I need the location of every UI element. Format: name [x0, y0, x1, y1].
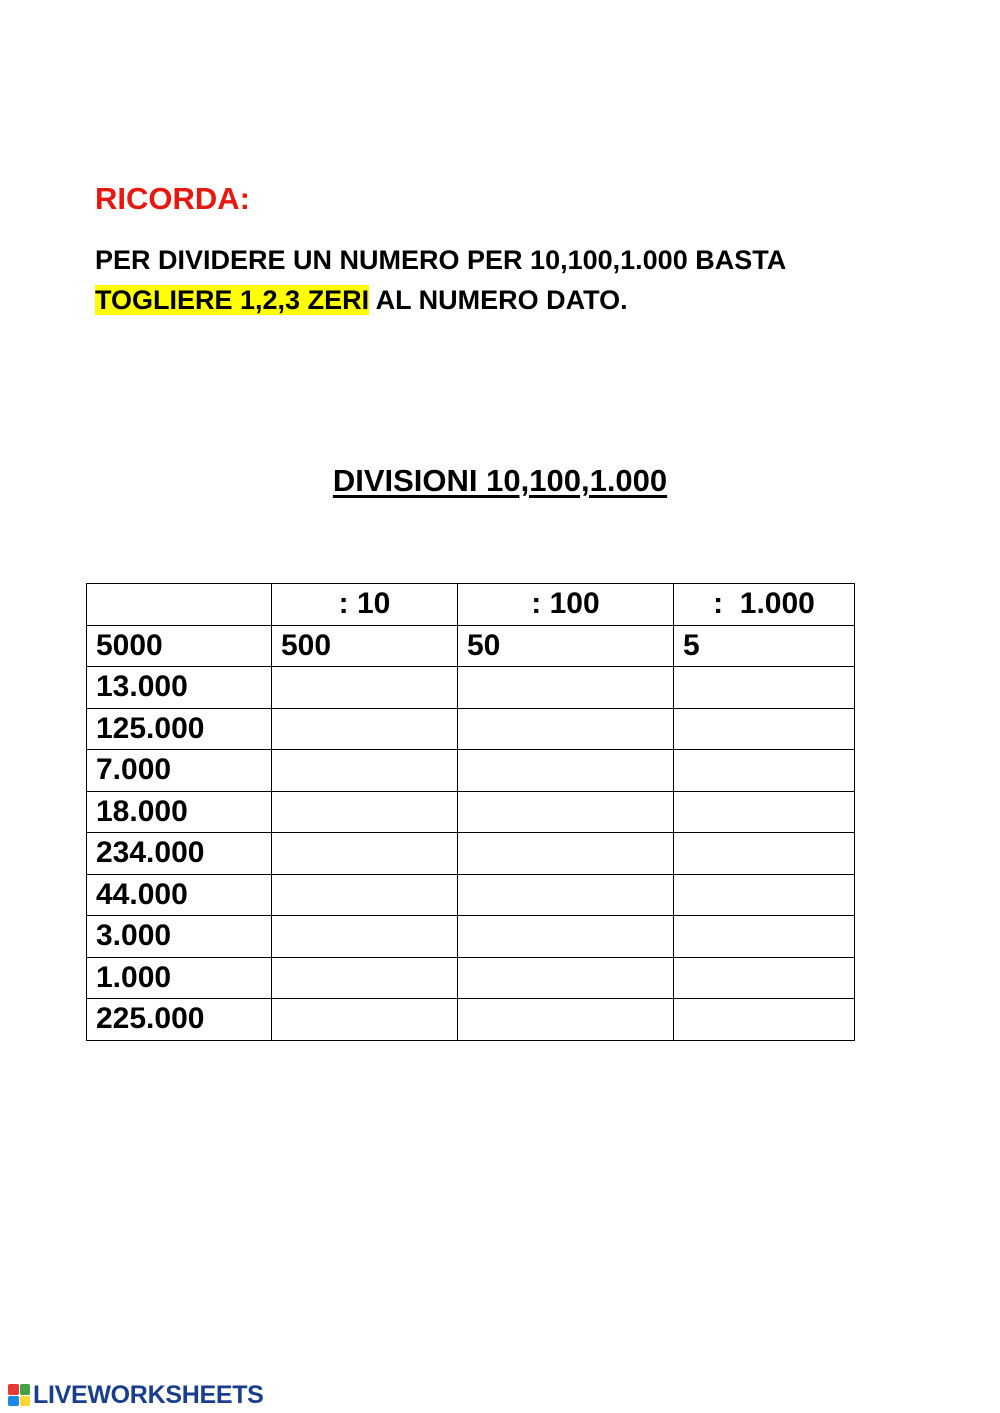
- header-cell-div-100: : 100: [458, 584, 674, 626]
- answer-cell-div-1000[interactable]: [674, 957, 855, 999]
- number-cell: 225.000: [87, 999, 272, 1041]
- header-cell-div-10: : 10: [272, 584, 458, 626]
- number-cell: 13.000: [87, 667, 272, 709]
- header-cell-div-1000: : 1.000: [674, 584, 855, 626]
- table-row: [87, 999, 855, 1041]
- rule-line-1: PER DIVIDERE UN NUMERO PER 10,100,1.000 BASTA: [95, 245, 787, 275]
- number-cell: 125.000: [87, 708, 272, 750]
- number-cell: 18.000: [87, 791, 272, 833]
- table-row: [87, 916, 855, 958]
- table-header-row: [87, 584, 855, 626]
- answer-cell-div-100[interactable]: [458, 833, 674, 875]
- answer-cell-div-1000[interactable]: [674, 874, 855, 916]
- table-row: [87, 667, 855, 709]
- rule-text: [95, 240, 935, 320]
- answer-cell-div-100: 50: [458, 625, 674, 667]
- worksheet-title: DIVISIONI 10,100,1.000: [332, 463, 668, 498]
- number-cell: 1.000: [87, 957, 272, 999]
- table-row: [87, 708, 855, 750]
- answer-cell-div-1000[interactable]: [674, 833, 855, 875]
- answer-cell-div-10[interactable]: [272, 833, 458, 875]
- table-row: [87, 833, 855, 875]
- answer-cell-div-1000[interactable]: [674, 791, 855, 833]
- answer-cell-div-100[interactable]: [458, 999, 674, 1041]
- liveworksheets-logo-text: LIVEWORKSHEETS: [33, 1381, 264, 1409]
- table-row: [87, 791, 855, 833]
- answer-cell-div-10[interactable]: [272, 957, 458, 999]
- rule-highlight: TOGLIERE 1,2,3 ZERI: [95, 285, 370, 315]
- header-cell-number: [87, 584, 272, 626]
- logo-square-red: [8, 1384, 19, 1395]
- answer-cell-div-100[interactable]: [458, 708, 674, 750]
- liveworksheets-logo-icon: [8, 1384, 30, 1406]
- rule-line-2: AL NUMERO DATO.: [369, 285, 628, 315]
- table-row: [87, 957, 855, 999]
- answer-cell-div-100[interactable]: [458, 667, 674, 709]
- answer-cell-div-1000[interactable]: [674, 750, 855, 792]
- answer-cell-div-10[interactable]: [272, 708, 458, 750]
- answer-cell-div-100[interactable]: [458, 874, 674, 916]
- answer-cell-div-10[interactable]: [272, 999, 458, 1041]
- answer-cell-div-10[interactable]: [272, 791, 458, 833]
- number-cell: 3.000: [87, 916, 272, 958]
- answer-cell-div-10[interactable]: [272, 750, 458, 792]
- answer-cell-div-10: 500: [272, 625, 458, 667]
- answer-cell-div-100[interactable]: [458, 957, 674, 999]
- division-table: [86, 583, 855, 1041]
- answer-cell-div-1000[interactable]: [674, 667, 855, 709]
- number-cell: 234.000: [87, 833, 272, 875]
- logo-square-blue: [8, 1396, 19, 1407]
- table-row: [87, 874, 855, 916]
- logo-square-green: [20, 1384, 31, 1395]
- logo-square-yellow: [20, 1396, 31, 1407]
- answer-cell-div-100[interactable]: [458, 916, 674, 958]
- remember-heading: RICORDA:: [95, 181, 250, 216]
- answer-cell-div-10[interactable]: [272, 667, 458, 709]
- answer-cell-div-1000[interactable]: [674, 708, 855, 750]
- table-row: [87, 625, 855, 667]
- answer-cell-div-1000[interactable]: [674, 999, 855, 1041]
- answer-cell-div-1000: 5: [674, 625, 855, 667]
- answer-cell-div-10[interactable]: [272, 874, 458, 916]
- answer-cell-div-1000[interactable]: [674, 916, 855, 958]
- liveworksheets-logo: [8, 1381, 264, 1409]
- answer-cell-div-100[interactable]: [458, 750, 674, 792]
- table-row: [87, 750, 855, 792]
- number-cell: 7.000: [87, 750, 272, 792]
- number-cell: 5000: [87, 625, 272, 667]
- answer-cell-div-100[interactable]: [458, 791, 674, 833]
- number-cell: 44.000: [87, 874, 272, 916]
- answer-cell-div-10[interactable]: [272, 916, 458, 958]
